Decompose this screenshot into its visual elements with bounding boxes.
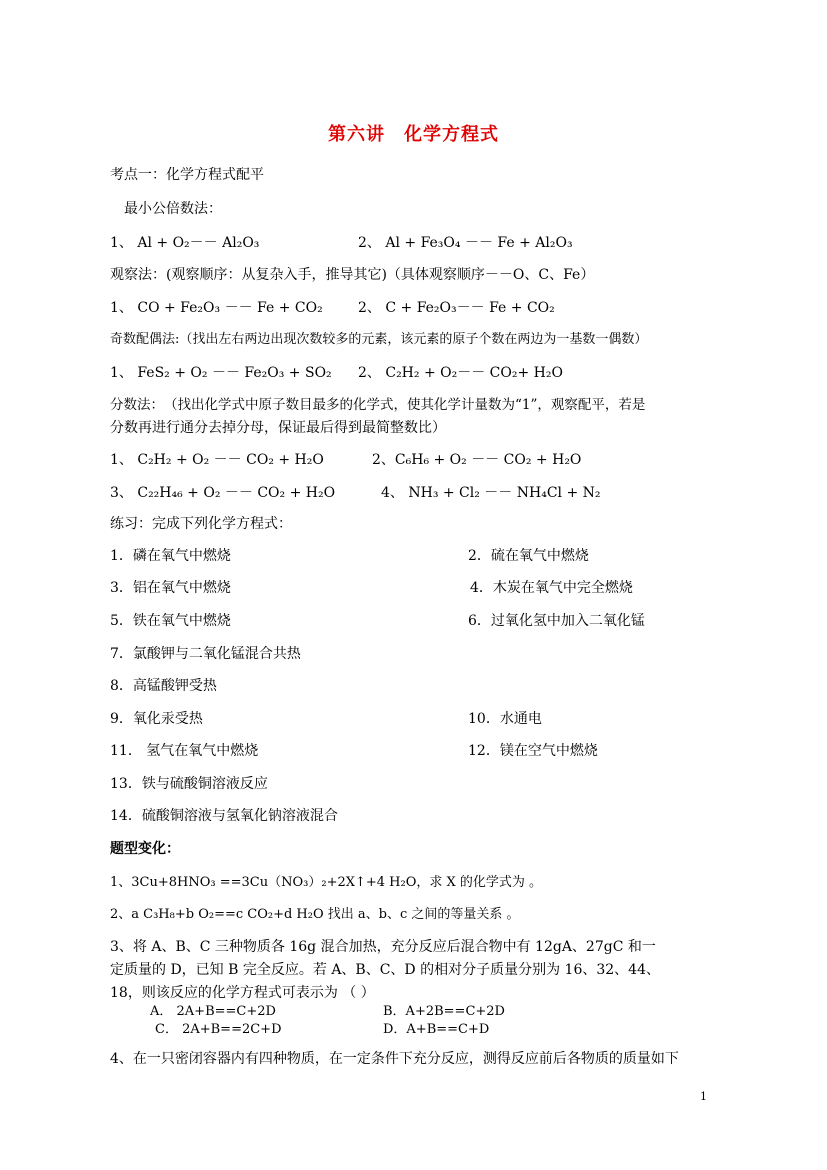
fraction-equation-3: 3、 C₂₂H₄₆ + O₂ －－ CO₂ + H₂O	[110, 485, 336, 501]
practice-item: 9．氧化汞受热	[110, 711, 203, 727]
fraction-equation-1: 1、 C₂H₂ + O₂ －－ CO₂ + H₂O	[110, 452, 324, 468]
lcm-method-heading: 最小公倍数法：	[124, 201, 222, 217]
odd-even-equation-2: 2、 C₂H₂ + O₂－－ CO₂+ H₂O	[358, 365, 563, 381]
variation-question-3-line1: 3、将 A、B、C 三种物质各 16g 混合加热，充分反应后混合物中有 12gA、27gC 和一	[110, 939, 656, 955]
practice-item: 10．水通电	[468, 711, 542, 727]
practice-item: 14．硫酸铜溶液与氢氧化钠溶液混合	[110, 808, 338, 824]
observe-equation-1: 1、 CO + Fe₂O₃ －－ Fe + CO₂	[110, 300, 323, 316]
variation-question-2: 2、a C₃H₈+b O₂==c CO₂+d H₂O 找出 a、b、c 之间的等量关系 。	[110, 907, 520, 922]
page-number: 1	[700, 1090, 707, 1103]
practice-item: 13．铁与硫酸铜溶液反应	[110, 776, 268, 792]
observe-equation-2: 2、 C + Fe₂O₃－－ Fe + CO₂	[358, 300, 555, 316]
variation-question-3-line2: 定质量的 D，已知 B 完全反应。若 A、B、C、D 的相对分子质量分别为 16、32、44、	[110, 962, 660, 978]
practice-heading: 练习：完成下列化学方程式：	[110, 516, 292, 532]
practice-item: 6．过氧化氢中加入二氧化锰	[468, 613, 645, 629]
fraction-equation-2: 2、C₆H₆ + O₂ －－ CO₂ + H₂O	[372, 452, 582, 468]
practice-item: 2．硫在氧气中燃烧	[468, 548, 589, 564]
fraction-method-heading-line2: 分数再进行通分去掉分母，保证最后得到最简整数比）	[110, 420, 446, 436]
odd-even-equation-1: 1、 FeS₂ + O₂ －－ Fe₂O₃ + SO₂	[110, 365, 332, 381]
practice-item: 3．铝在氧气中燃烧	[110, 580, 231, 596]
practice-item: 11． 氢气在氧气中燃烧	[110, 743, 259, 759]
practice-item: 7．氯酸钾与二氧化锰混合共热	[110, 646, 301, 662]
variation-heading: 题型变化：	[110, 841, 180, 857]
variation-question-1: 1、3Cu+8HNO₃ ==3Cu（NO₃）₂+2X↑+4 H₂O，求 X 的化学式为 。	[110, 875, 543, 890]
odd-even-method-heading: 奇数配偶法:（找出左右两边出现次数较多的元素，该元素的原子个数在两边为一基数一偶数）	[110, 332, 648, 347]
question-3-option-a: A． 2A+B==C+2D	[150, 1004, 276, 1019]
page-title: 第六讲 化学方程式	[328, 124, 499, 145]
practice-item: 12．镁在空气中燃烧	[468, 743, 598, 759]
lcm-equation-1: 1、 Al + O₂－－ Al₂O₃	[110, 235, 260, 251]
variation-question-3-line3: 18，则该反应的化学方程式可表示为 （ ）	[110, 985, 375, 1001]
practice-item: 8．高锰酸钾受热	[110, 678, 217, 694]
question-3-option-b: B．A+2B==C+2D	[383, 1004, 505, 1019]
section-heading-balancing: 考点一：化学方程式配平	[110, 167, 264, 183]
practice-item: 4．木炭在氧气中完全燃烧	[470, 580, 633, 596]
practice-item: 1．磷在氧气中燃烧	[110, 548, 231, 564]
fraction-method-heading-line1: 分数法： （找出化学式中原子数目最多的化学式，使其化学计量数为“1”，观察配平，若是	[110, 397, 646, 413]
question-3-option-c: C． 2A+B==2C+D	[155, 1022, 282, 1037]
lcm-equation-2: 2、 Al + Fe₃O₄ －－ Fe + Al₂O₃	[358, 235, 573, 251]
variation-question-4: 4、在一只密闭容器内有四种物质，在一定条件下充分反应，测得反应前后各物质的质量如下	[110, 1051, 679, 1067]
observe-method-heading: 观察法：(观察顺序：从复杂入手，推导其它)（具体观察顺序－－O、C、Fe）	[110, 267, 595, 283]
fraction-equation-4: 4、 NH₃ + Cl₂ －－ NH₄Cl + N₂	[381, 485, 601, 501]
question-3-option-d: D．A+B==C+D	[383, 1022, 490, 1037]
practice-item: 5．铁在氧气中燃烧	[110, 613, 231, 629]
